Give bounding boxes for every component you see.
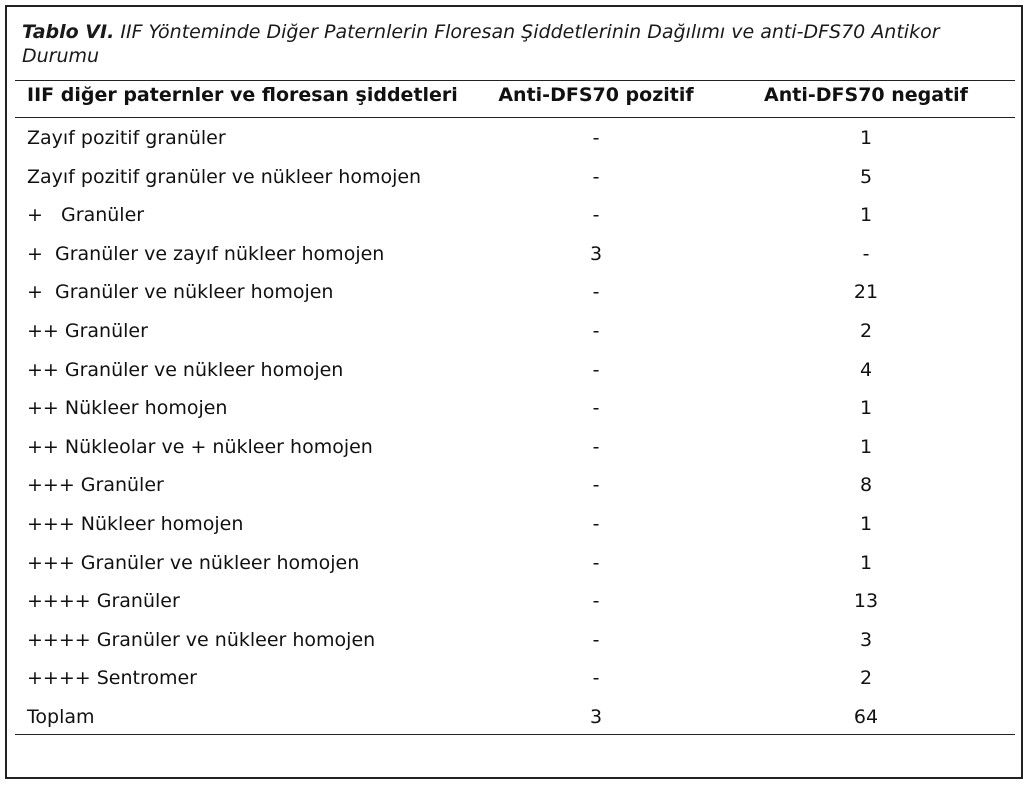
cell-negative: 2 — [859, 319, 873, 342]
cell-positive: - — [592, 165, 600, 188]
cell-positive: - — [592, 127, 600, 149]
cell-pattern: +++ Granüler — [27, 474, 164, 497]
cell-negative: 3 — [859, 628, 873, 651]
table-header-rule — [15, 117, 1015, 118]
table-top-rule — [15, 80, 1015, 81]
table-row — [0, 393, 1030, 432]
table-row — [0, 316, 1030, 355]
cell-negative: 1 — [859, 127, 873, 149]
cell-negative: 4 — [859, 358, 873, 381]
cell-pattern: ++++ Granüler ve nükleer homojen — [27, 628, 376, 651]
table-row — [0, 625, 1030, 664]
cell-negative: 1 — [859, 397, 873, 420]
table-caption — [22, 20, 1002, 68]
cell-negative: 64 — [853, 705, 879, 728]
header-positive: Anti-DFS70 pozitif — [498, 84, 694, 106]
cell-pattern: ++ Nükleer homojen — [27, 397, 228, 420]
table-row — [0, 200, 1030, 239]
table-row — [0, 586, 1030, 625]
cell-positive: 3 — [589, 705, 603, 728]
cell-pattern: ++ Granüler — [27, 319, 148, 342]
cell-positive: - — [592, 474, 600, 497]
cell-pattern: + Granüler — [27, 204, 145, 227]
cell-pattern: Zayıf pozitif granüler ve nükleer homojen — [27, 165, 422, 188]
caption-label: Tablo VI. — [22, 21, 115, 43]
cell-positive: - — [592, 667, 600, 690]
cell-pattern: ++ Granüler ve nükleer homojen — [27, 358, 344, 381]
table-bottom-rule — [15, 734, 1015, 735]
cell-positive: - — [592, 435, 600, 458]
cell-pattern: Toplam — [27, 705, 95, 728]
cell-positive: - — [592, 512, 600, 535]
cell-negative: 21 — [853, 281, 879, 304]
cell-positive: - — [592, 281, 600, 304]
cell-positive: - — [592, 204, 600, 227]
cell-pattern: Zayıf pozitif granüler — [27, 127, 226, 149]
cell-negative: 1 — [859, 204, 873, 227]
cell-negative: 13 — [853, 590, 879, 613]
cell-positive: 3 — [589, 242, 603, 265]
table-header-row — [0, 84, 1030, 114]
table-row — [0, 470, 1030, 509]
cell-positive: - — [592, 319, 600, 342]
cell-negative: 5 — [859, 165, 873, 188]
cell-pattern: + Granüler ve nükleer homojen — [27, 281, 334, 304]
cell-negative: 1 — [859, 435, 873, 458]
cell-positive: - — [592, 397, 600, 420]
cell-negative: - — [862, 242, 870, 265]
table-row — [0, 162, 1030, 201]
cell-negative: 1 — [859, 551, 873, 574]
cell-pattern: ++++ Sentromer — [27, 667, 197, 690]
table-row — [0, 355, 1030, 394]
cell-positive: - — [592, 590, 600, 613]
table-row — [0, 548, 1030, 587]
cell-positive: - — [592, 358, 600, 381]
cell-pattern: +++ Granüler ve nükleer homojen — [27, 551, 360, 574]
table-row — [0, 432, 1030, 471]
caption-text: IIF Yönteminde Diğer Paternlerin Floresan Şiddetlerinin Dağılımı ve anti-DFS70 Antikor Durumu — [22, 21, 940, 67]
cell-positive: - — [592, 628, 600, 651]
cell-negative: 1 — [859, 512, 873, 535]
cell-negative: 2 — [859, 667, 873, 690]
cell-negative: 8 — [859, 474, 873, 497]
header-negative: Anti-DFS70 negatif — [764, 84, 968, 106]
table-row — [0, 277, 1030, 316]
table-body — [0, 123, 1030, 741]
table-row — [0, 663, 1030, 702]
cell-pattern: +++ Nükleer homojen — [27, 512, 244, 535]
cell-pattern: ++++ Granüler — [27, 590, 180, 613]
header-pattern: IIF diğer paternler ve floresan şiddetleri — [27, 84, 458, 106]
cell-pattern: + Granüler ve zayıf nükleer homojen — [27, 242, 385, 265]
cell-pattern: ++ Nükleolar ve + nükleer homojen — [27, 435, 373, 458]
table-row — [0, 123, 1030, 162]
table-row — [0, 239, 1030, 278]
table-row — [0, 509, 1030, 548]
cell-positive: - — [592, 551, 600, 574]
